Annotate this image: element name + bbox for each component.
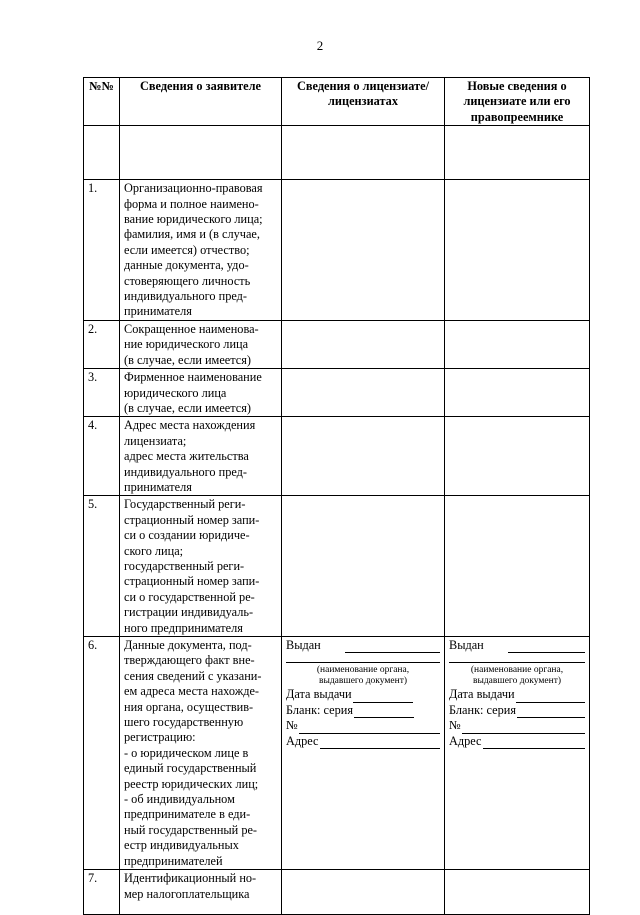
table-row [84,320,590,368]
date-label: Дата выдачи [449,687,515,702]
address-label: Адрес [449,733,482,748]
row-number: 5. [84,496,120,637]
row-number: 1. [84,180,120,321]
issuer-blank[interactable] [449,653,585,663]
series-blank[interactable] [354,705,414,718]
issued-label: Выдан [286,637,321,652]
issued-label: Выдан [449,637,484,652]
row-number: 3. [84,369,120,417]
table-row [84,496,590,637]
row-description: Адрес места нахождения лицензиата; адрес места жительства индивидуального пред- принимателя [120,417,282,496]
table-row [84,180,590,321]
page-number: 2 [316,38,324,53]
date-blank[interactable] [516,690,585,703]
row-number: 6. [84,637,120,870]
series-blank[interactable] [517,705,585,718]
row-description: Фирменное наименование юридического лица (в случае, если имеется) [120,369,282,417]
new-info-cell[interactable] [445,870,590,915]
row-description: Идентификационный но- мер налогоплательщика [120,870,282,915]
license-info-table [83,77,590,915]
number-blank[interactable] [299,721,440,734]
licensee-cell[interactable] [282,870,445,915]
header-licensee: Сведения о лицензиате/лицензиатах [282,78,445,126]
spacer-row [84,126,590,180]
row-description: Организационно-правовая форма и полное наимено- вание юридического лица; фамилия, имя и (в случае, если имеется) отчество; данные документа, удо- стоверяющего личность индивидуального пред- принимателя [120,180,282,321]
licensee-cell[interactable] [282,320,445,368]
issuer-note: (наименование органа, выдавшего документ) [316,665,410,687]
row-description: Сокращенное наименова- ние юридического лица (в случае, если имеется) [120,320,282,368]
licensee-cell[interactable] [282,180,445,321]
issued-blank[interactable] [345,640,440,653]
row-number: 4. [84,417,120,496]
licensee-cell[interactable] [282,417,445,496]
licensee-doc-form [282,637,445,870]
row-description: Государственный реги- страционный номер запи- си о создании юридиче- ского лица; государственный реги- страционный номер запи- си о государственной ре- гистрации индивидуаль- ного предпринимателя [120,496,282,637]
number-label: № [286,718,298,733]
new-info-cell[interactable] [445,320,590,368]
header-num: №№ [84,78,120,126]
row-number: 2. [84,320,120,368]
header-applicant: Сведения о заявителе [120,78,282,126]
row-description: Данные документа, под- тверждающего факт вне- сения сведений с указани- ем адреса места нахожде- ния органа, осуществив- шего государственную регистрацию: - о юридическом лице в единый государственный реестр юридических лиц; - об индивидуальном предпринимателе в еди- ный государственный ре- естр индивидуальных предпринимателей [120,637,282,870]
table-row [84,369,590,417]
new-info-cell[interactable] [445,180,590,321]
address-blank[interactable] [483,736,585,749]
issuer-note: (наименование органа, выдавшего документ) [470,665,564,687]
date-label: Дата выдачи [286,687,352,702]
row-number: 7. [84,870,120,915]
series-label: Бланк: серия [449,702,516,717]
table-row [84,870,590,915]
address-label: Адрес [286,733,319,748]
number-label: № [449,718,461,733]
licensee-cell[interactable] [282,496,445,637]
number-blank[interactable] [462,721,585,734]
new-info-cell[interactable] [445,369,590,417]
header-new-info: Новые сведения о лицензиате или его правопреемнике [445,78,590,126]
issued-blank[interactable] [508,640,585,653]
issuer-blank[interactable] [286,653,440,663]
address-blank[interactable] [320,736,440,749]
header-row [84,78,590,126]
new-info-cell[interactable] [445,417,590,496]
date-blank[interactable] [353,690,413,703]
series-label: Бланк: серия [286,702,353,717]
licensee-cell[interactable] [282,369,445,417]
new-info-doc-form [445,637,590,870]
table-row [84,417,590,496]
table-row [84,637,590,870]
new-info-cell[interactable] [445,496,590,637]
